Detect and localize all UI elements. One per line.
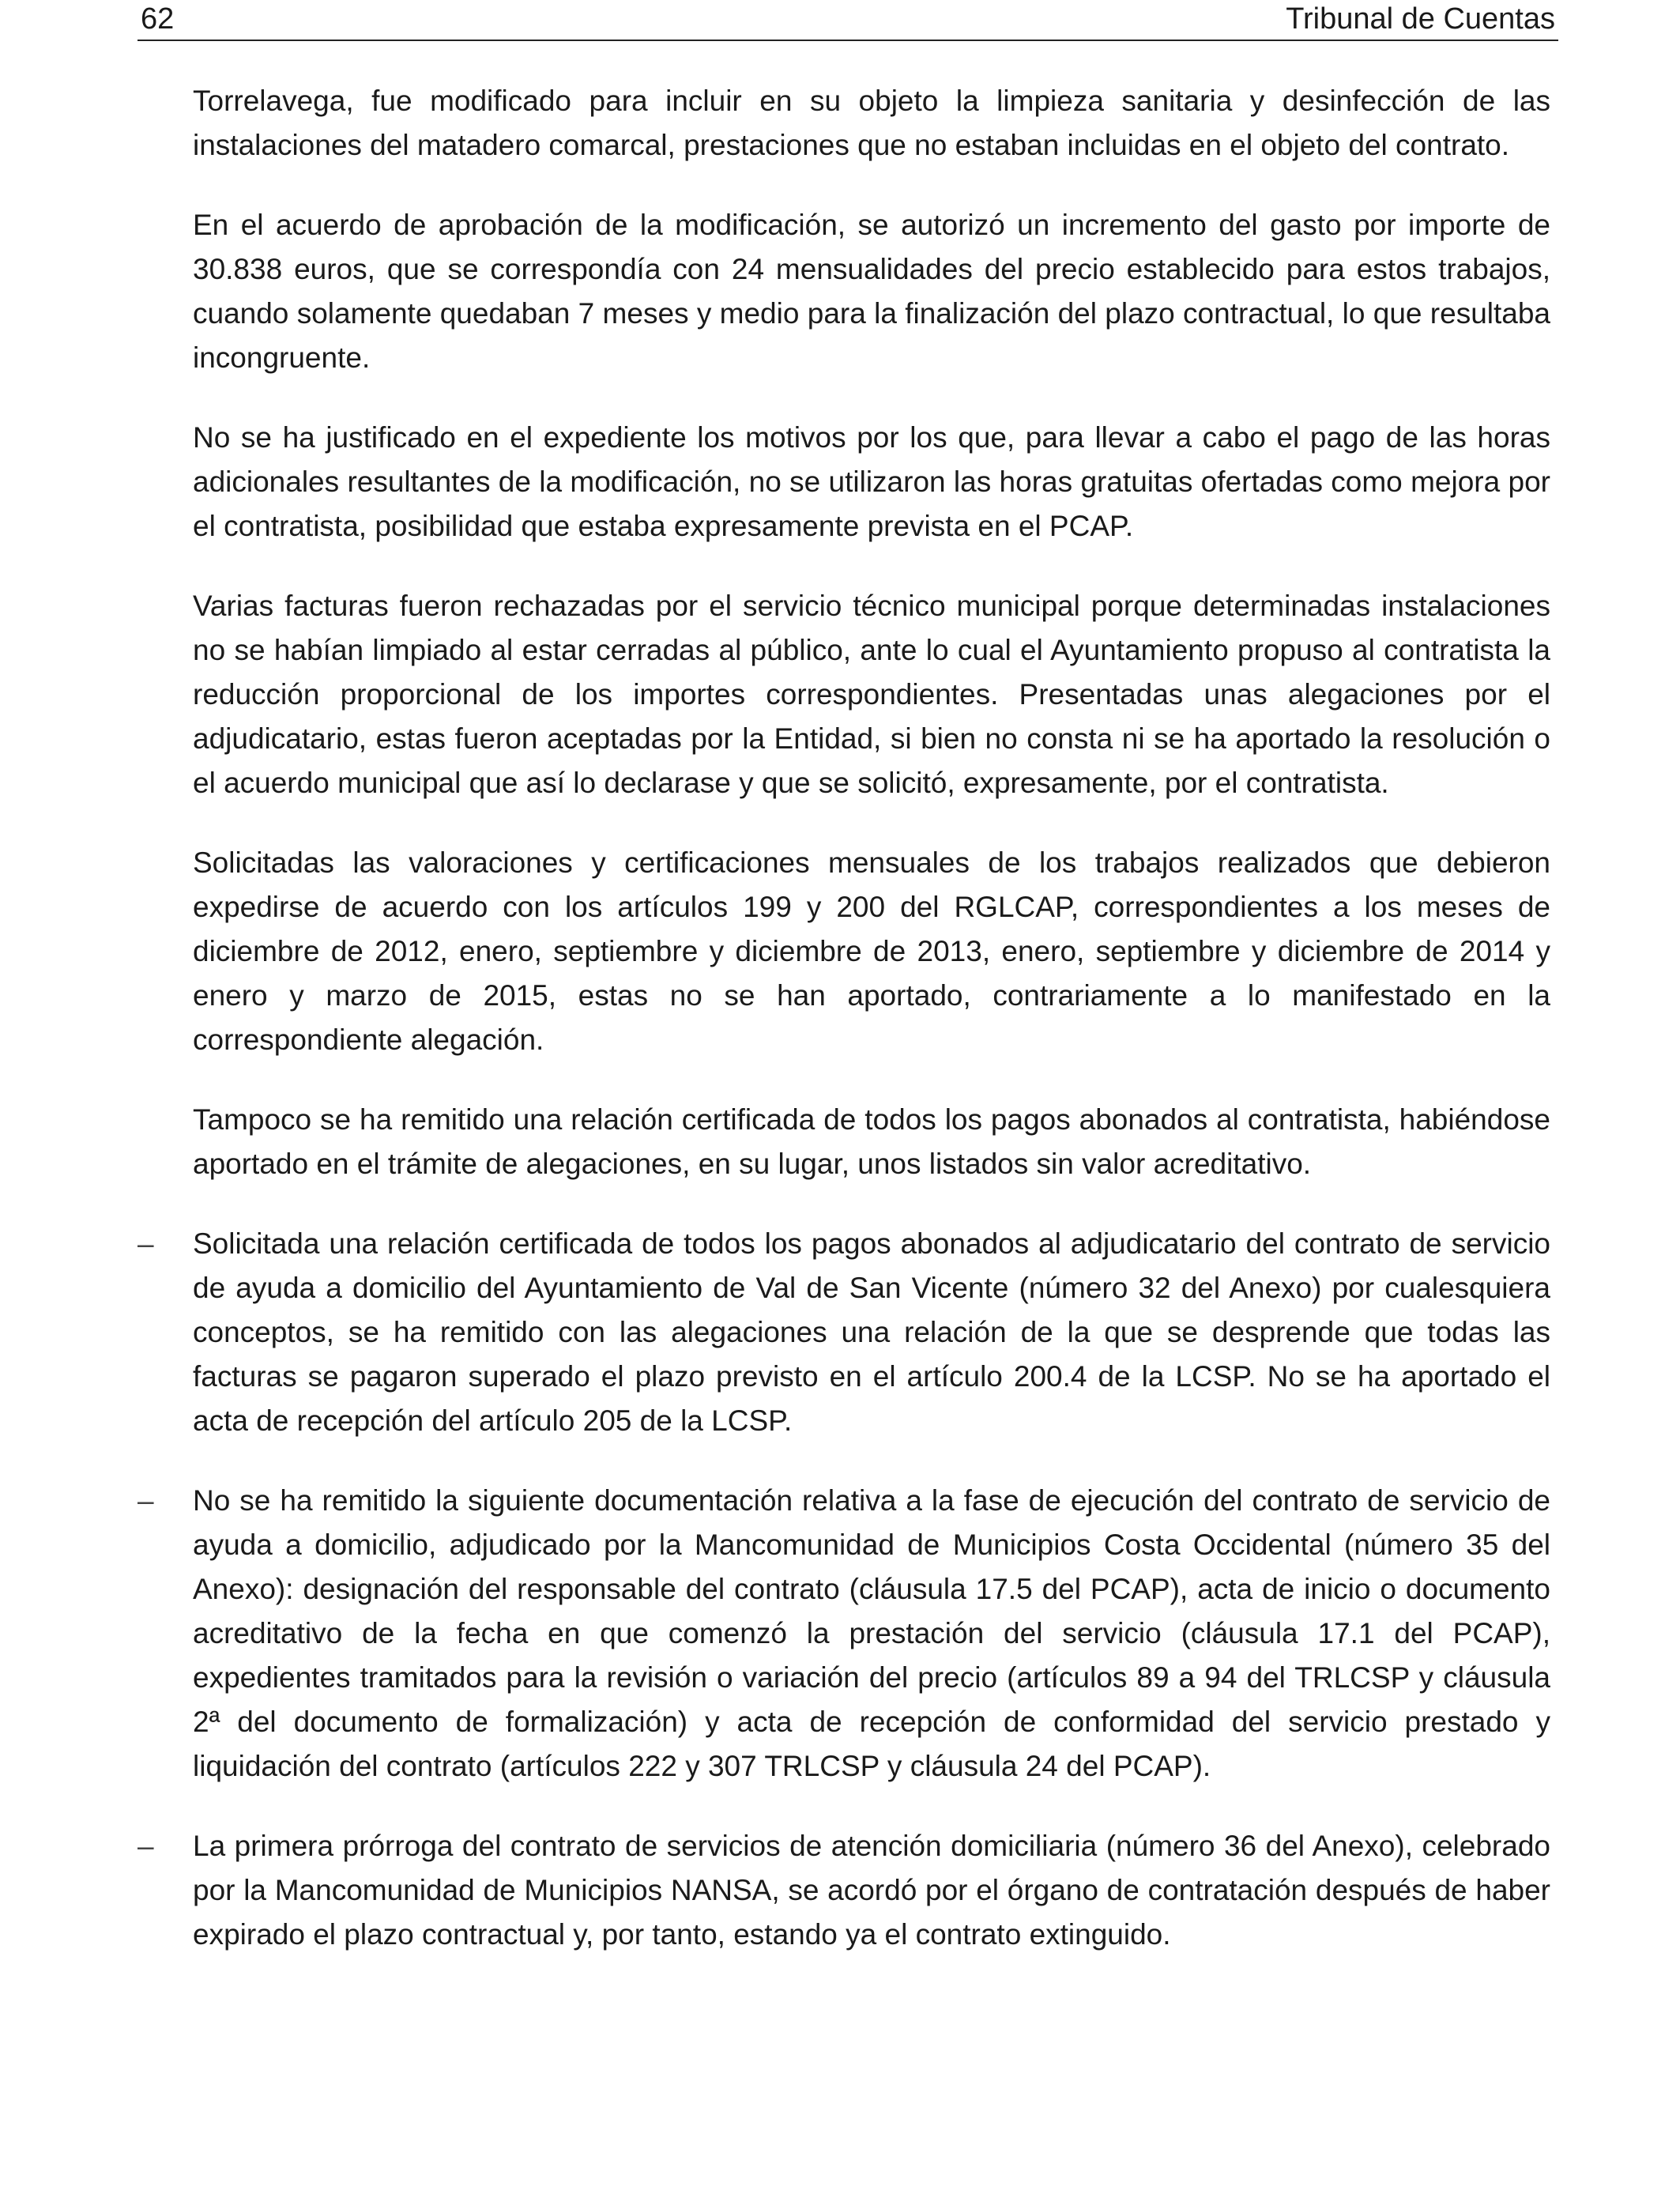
bullet-dash: – [137,1830,154,1862]
list-item [137,1479,1550,1789]
header-organization: Tribunal de Cuentas [1286,2,1555,36]
list-item-text: La primera prórroga del contrato de servicios de atención domiciliaria (número 36 del Anexo), celebrado por la Mancomunidad de Municipios NANSA, se acordó por el órgano de contratación después de haber expirado el plazo contractual y, por tanto, estando ya el contrato extinguido. [193,1830,1550,1951]
list-item [137,1824,1550,1957]
list-item-text: No se ha remitido la siguiente documentación relativa a la fase de ejecución del contrato de servicio de ayuda a domicilio, adjudicado por la Mancomunidad de Municipios Costa Occidental (número 35 del Anexo): designación del responsable del contrato (cláusula 17.5 del PCAP), acta de inicio o documento acreditativo de la fecha en que comenzó la prestación del servicio (cláusula 17.1 del PCAP), expedientes tramitados para la revisión o variación del precio (artículos 89 a 94 del TRLCSP y cláusula 2ª del documento de formalización) y acta de recepción de conformidad del servicio prestado y liquidación del contrato (artículos 222 y 307 TRLCSP y cláusula 24 del PCAP). [193,1484,1550,1782]
paragraph: Varias facturas fueron rechazadas por el servicio técnico municipal porque determinadas instalaciones no se habían limpiado al estar cerradas al público, ante lo cual el Ayuntamiento propuso al contratista la reducción proporcional de los importes correspondientes. Presentadas unas alegaciones por el adjudicatario, estas fueron aceptadas por la Entidad, si bien no consta ni se ha aportado la resolución o el acuerdo municipal que así lo declarase y que se solicitó, expresamente, por el contratista. [193,590,1550,799]
list-item [137,1222,1550,1443]
paragraph: Solicitadas las valoraciones y certificaciones mensuales de los trabajos realizados que debieron expedirse de acuerdo con los artículos 199 y 200 del RGLCAP, correspondientes a los meses de diciembre de 2012, enero, septiembre y diciembre de 2013, enero, septiembre y diciembre de 2014 y enero y marzo de 2015, estas no se han aportado, contrariamente a lo manifestado en la correspondiente alegación. [193,846,1550,1056]
document-body [137,79,1550,1992]
list-item-text: Solicitada una relación certificada de todos los pagos abonados al adjudicatario del contrato de servicio de ayuda a domicilio del Ayuntamiento de Val de San Vicente (número 32 del Anexo) por cualesquiera conceptos, se ha remitido con las alegaciones una relación de la que se desprende que todas las facturas se pagaron superado el plazo previsto en el artículo 200.4 de la LCSP. No se ha aportado el acta de recepción del artículo 205 de la LCSP. [193,1227,1550,1437]
bullet-dash: – [137,1484,154,1517]
paragraph: Torrelavega, fue modificado para incluir en su objeto la limpieza sanitaria y desinfección de las instalaciones del matadero comarcal, prestaciones que no estaban incluidas en el objeto del contrato. [193,85,1550,161]
paragraph: No se ha justificado en el expediente los motivos por los que, para llevar a cabo el pago de las horas adicionales resultantes de la modificación, no se utilizaron las horas gratuitas ofertadas como mejora por el contratista, posibilidad que estaba expresamente prevista en el PCAP. [193,421,1550,542]
bullet-dash: – [137,1227,154,1260]
paragraph: Tampoco se ha remitido una relación certificada de todos los pagos abonados al contratista, habiéndose aportado en el trámite de alegaciones, en su lugar, unos listados sin valor acreditativo. [193,1103,1550,1180]
paragraph: En el acuerdo de aprobación de la modificación, se autorizó un incremento del gasto por importe de 30.838 euros, que se correspondía con 24 mensualidades del precio establecido para estos trabajos, cuando solamente quedaban 7 meses y medio para la finalización del plazo contractual, lo que resultaba incongruente. [193,209,1550,374]
page-number: 62 [141,2,175,36]
page-header [137,0,1558,41]
